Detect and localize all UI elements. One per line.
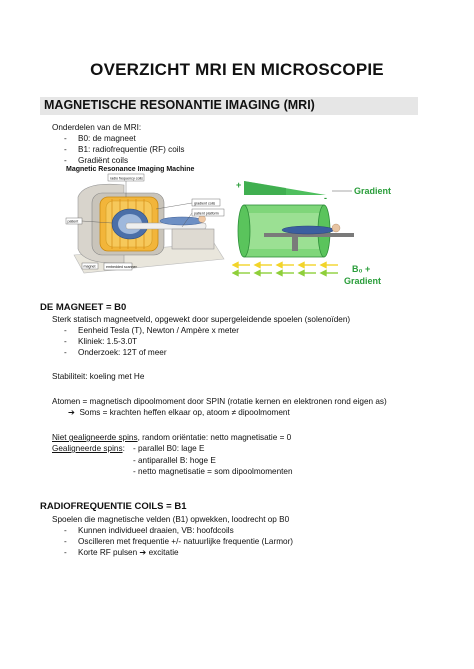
label-embedded-scanner: embedded scanner	[106, 265, 137, 269]
gradient-figure	[232, 173, 397, 295]
arrow-icon: ➔	[68, 408, 75, 417]
label-rf-coils: radio frequency coils	[110, 176, 143, 181]
gradient-minus-sign: -	[324, 193, 327, 203]
aligned-label: Gealigneerde spins:	[52, 444, 125, 453]
aligned-item-2: - antiparallel B: hoge E	[133, 456, 216, 465]
rf-item-2: - Oscilleren met frequentie +/- natuurlijke frequentie (Larmor)	[64, 537, 294, 546]
figure1-title: Magnetic Resonance Imaging Machine	[66, 166, 195, 173]
magnet-desc: Sterk statisch magneetveld, opgewekt door supergeleidende spoelen (solenoïden)	[52, 315, 351, 324]
magnet-item-3: - Onderzoek: 12T of meer	[64, 348, 167, 357]
rf-item-3: - Korte RF pulsen ➔ excitatie	[64, 548, 179, 557]
magnet-item-2: - Kliniek: 1.5-3.0T	[64, 337, 138, 346]
rf-item-1: - Kunnen individueel draaien, VB: hoofdcoils	[64, 526, 234, 535]
mri-machine-figure	[64, 163, 230, 278]
label-gradient-coils: gradient coils	[194, 201, 216, 206]
aligned-item-1: - parallel B0: lage E	[133, 444, 205, 453]
stability-text: Stabiliteit: koeling met He	[52, 372, 145, 381]
heading-rf-coils: RADIOFREQUENTIE COILS = B1	[40, 501, 187, 512]
parts-item-2: - B1: radiofrequentie (RF) coils	[64, 145, 185, 154]
parts-intro: Onderdelen van de MRI:	[52, 123, 142, 132]
sum-text: ➔ Soms = krachten heffen elkaar op, atoom ≠ dipoolmoment	[68, 408, 290, 417]
parts-item-3: - Gradiënt coils	[64, 156, 129, 165]
magnet-item-1: - Eenheid Tesla (T), Newton / Ampère x meter	[64, 326, 239, 335]
b0-label-line2: Gradient	[344, 276, 382, 286]
not-aligned-text: Niet gealigneerde spins, random oriëntatie: netto magnetisatie = 0	[52, 433, 292, 442]
parts-item-1: - B0: de magneet	[64, 134, 136, 143]
section-heading-mri	[40, 97, 418, 115]
rf-desc: Spoelen die magnetische velden (B1) opwekken, loodrecht op B0	[52, 515, 290, 524]
section-heading-mri-text: MAGNETISCHE RESONANTIE IMAGING (MRI)	[44, 98, 315, 112]
heading-magnet: DE MAGNEET = B0	[40, 302, 127, 313]
aligned-item-3: - netto magnetisatie = som dipoolmomenten	[133, 467, 293, 476]
label-magnet: magnet	[83, 264, 96, 269]
label-patient: patient	[67, 219, 79, 224]
gradient-label: Gradient	[354, 186, 392, 196]
atoms-text: Atomen = magnetisch dipoolmoment door SPIN (rotatie kernen en elektronen rond eigen as)	[52, 397, 387, 406]
page-title: OVERZICHT MRI EN MICROSCOPIE	[90, 60, 384, 79]
label-patient-platform: patient platform	[194, 211, 219, 216]
gradient-plus-sign: +	[236, 180, 242, 190]
b0-label-line1: B₀ +	[352, 264, 371, 274]
